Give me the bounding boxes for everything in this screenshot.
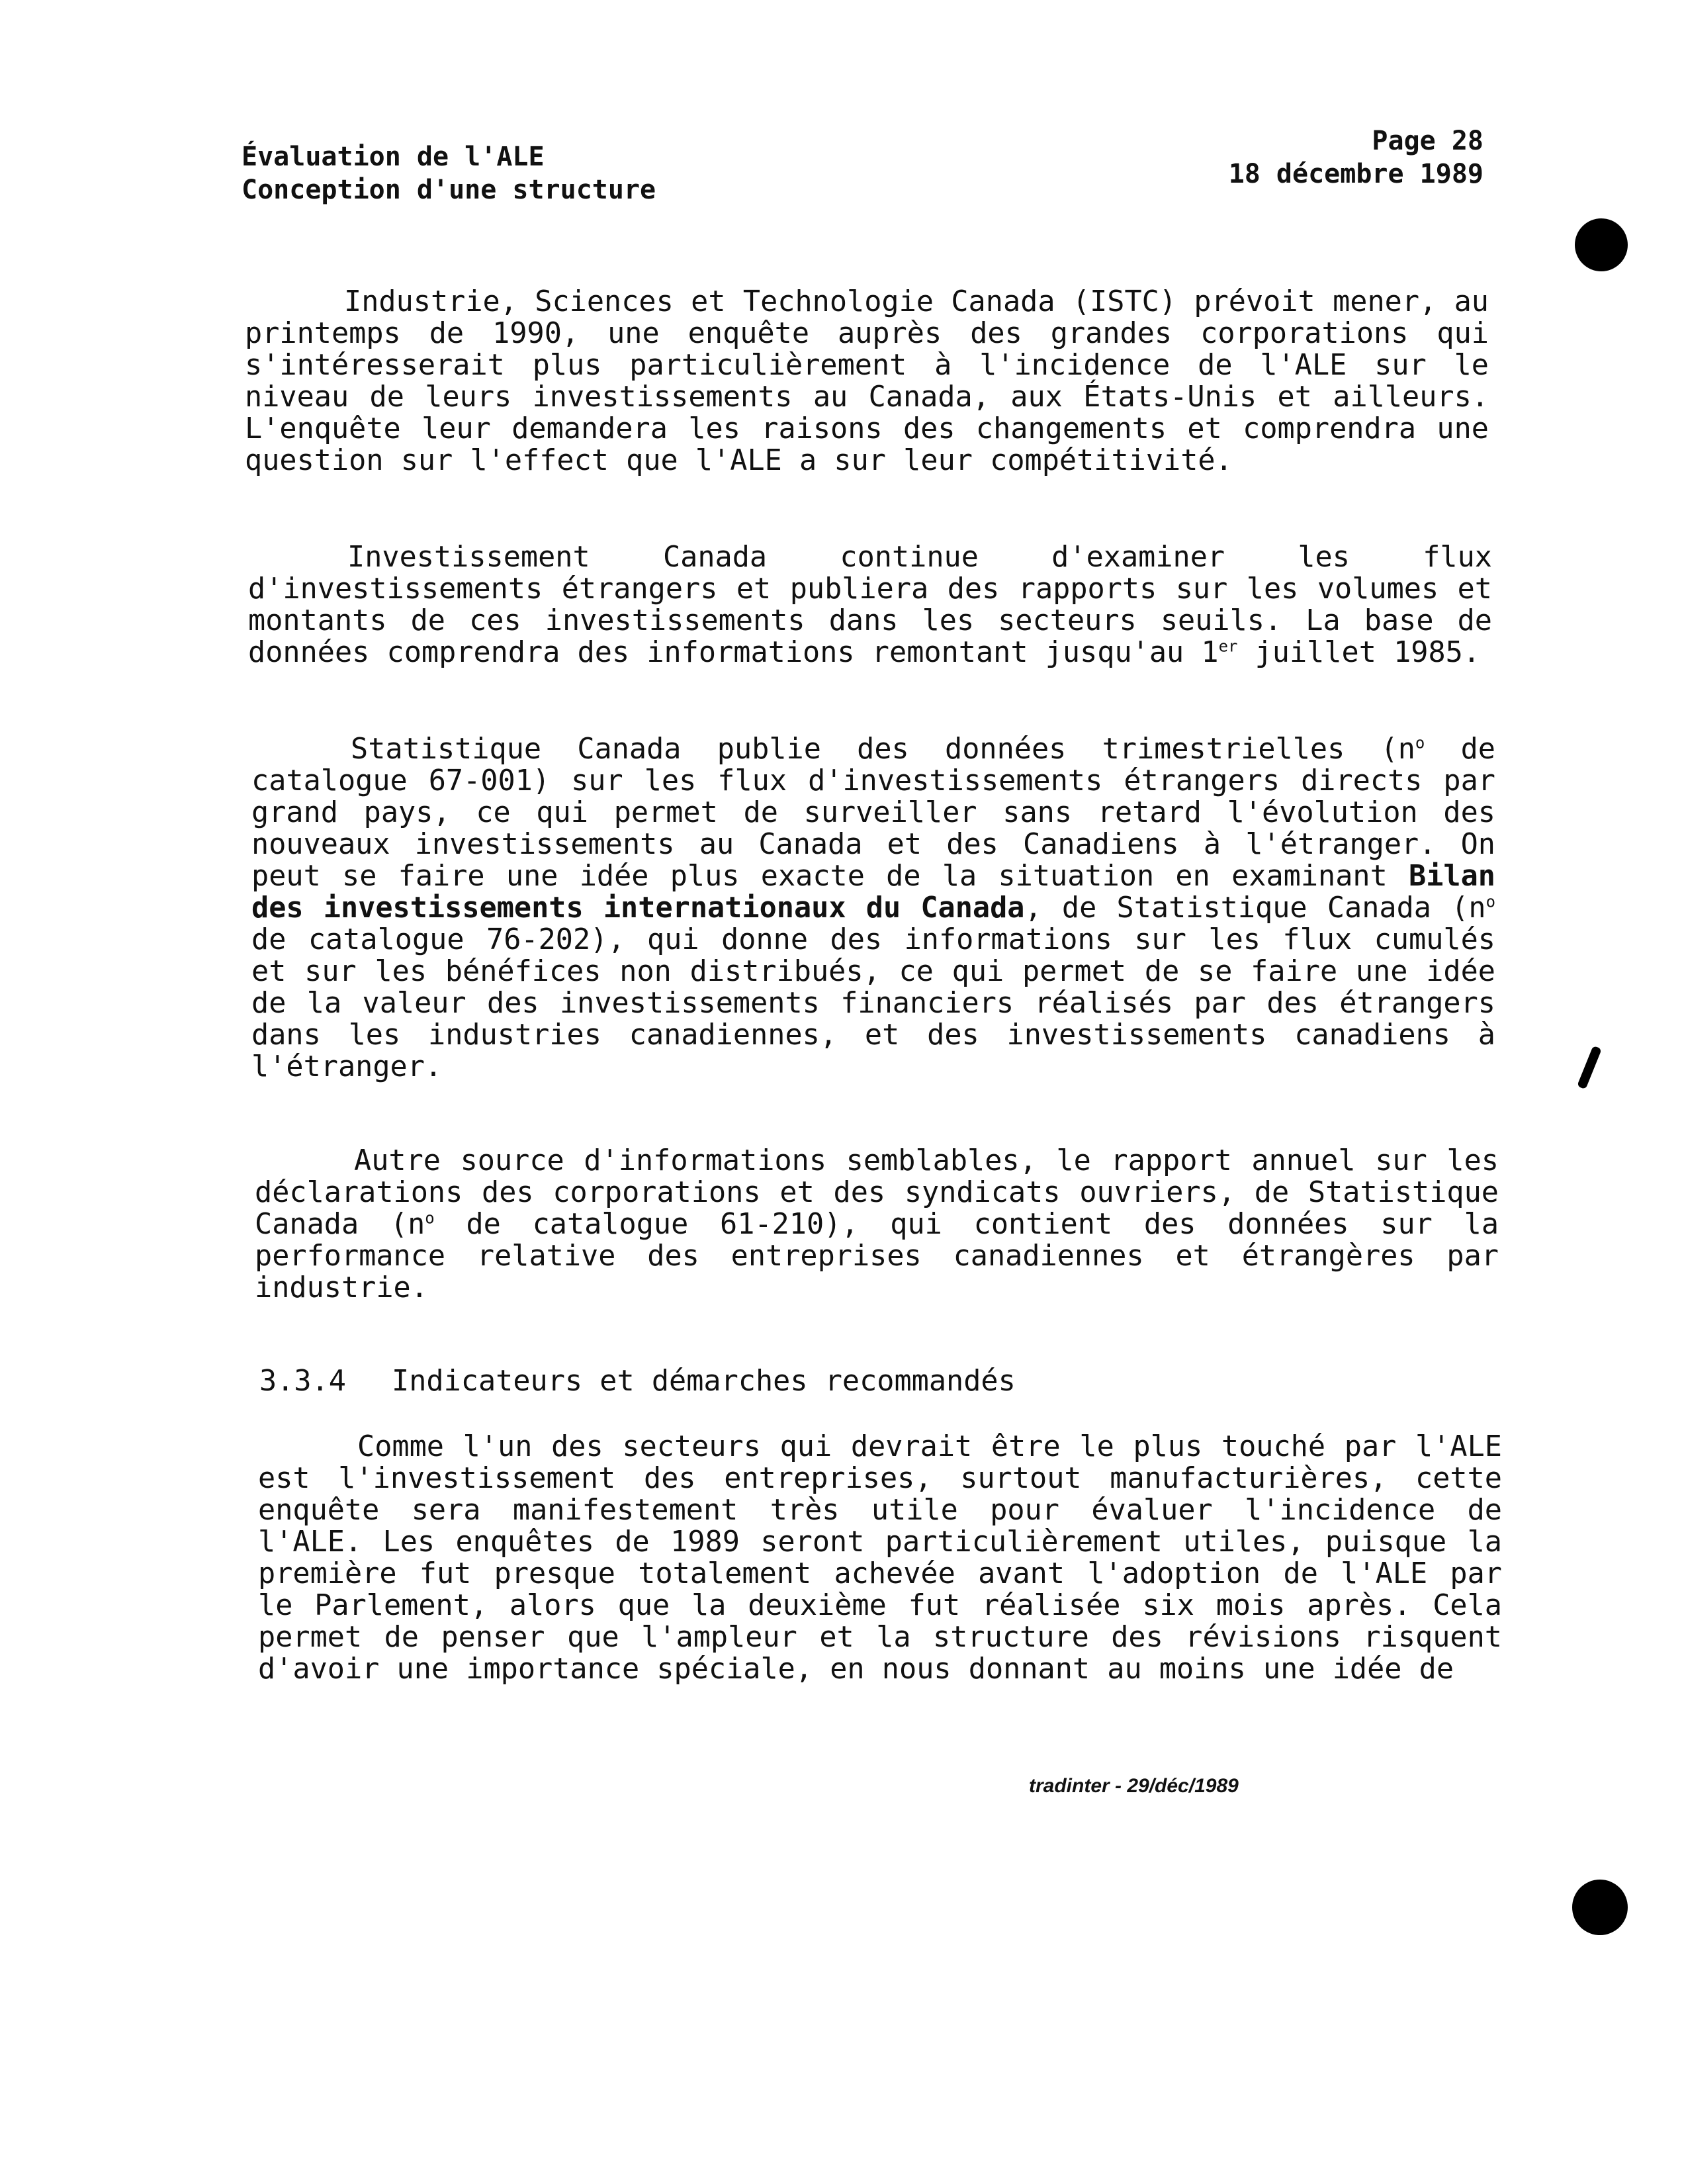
paragraph-text: de catalogue 61-210), qui contient des données sur la performance relative des entreprises canadiennes et étrangères par industrie. [255,1208,1499,1304]
paragraph-text: Autre source d'informations semblables, le rapport annuel sur les déclarations des corporations et des syndicats ouvriers, de Statistique Canada (n [255,1144,1499,1241]
ink-mark [1577,1046,1602,1089]
paragraph-text: Investissement Canada continue d'examiner les flux d'investissements étrangers et publiera des rapports sur les volumes et montants de ces investissements dans les secteurs seuils. La base de données comprendra des informations remontant jusqu'au 1 [248,541,1492,669]
superscript: er [1218,637,1238,656]
section-number: 3.3.4 [259,1365,346,1398]
superscript: o [1485,892,1495,911]
punch-hole-mark [1575,218,1628,271]
paragraph-text: , de Statistique Canada (n [1024,891,1486,925]
paragraph-investissement-canada [248,541,1492,668]
superscript: o [1415,733,1425,752]
paragraph-text: Statistique Canada publie des données trimestrielles (n [351,733,1415,766]
document-date: 18 décembre 1989 [1228,159,1483,189]
paragraph-text: Industrie, Sciences et Technologie Canada (ISTC) prévoit mener, au printemps de 1990, une enquête auprès des grandes corporations qui s'intéresserait plus particulièrement à l'incidence de l'ALE sur le niveau de leurs investissements au Canada, aux États-Unis et ailleurs. L'enquête leur demandera les raisons des changements et comprendra une question sur l'effect que l'ALE a sur leur compétitivité. [245,285,1489,477]
punch-hole-mark [1572,1880,1628,1935]
publication-title: Bilan des investissements internationaux du Canada [251,860,1495,925]
header-right [1229,124,1483,191]
paragraph-text: de catalogue 76-202), qui donne des informations sur les flux cumulés et sur les bénéfices non distribués, ce qui permet de se faire une idée de la valeur des investissements financiers réalisés par des étrangers dans les industries canadiennes, et des investissements canadiens à l'étranger. [251,923,1495,1083]
document-title: Évaluation de l'ALE [242,142,545,172]
paragraph-statistique-canada [251,733,1495,1083]
section-title: Indicateurs et démarches recommandés [392,1365,1016,1398]
paragraph-text: juillet 1985. [1237,636,1481,669]
paragraph-text: de catalogue 67-001) sur les flux d'investissements étrangers directs par grand pays, ce qui permet de surveiller sans retard l'évolution des nouveaux investissements au Canada et des Canadiens à l'étranger. On peut se faire une idée plus exacte de la situation en examinant [251,733,1495,893]
paragraph-istc [245,286,1489,477]
footer-stamp: tradinter - 29/déc/1989 [1029,1775,1239,1797]
header-left [242,140,656,206]
paragraph-autre-source [255,1145,1499,1304]
page-number: Page 28 [1372,126,1483,156]
superscript: o [425,1208,435,1228]
paragraph-text: Comme l'un des secteurs qui devrait être le plus touché par l'ALE est l'investissement des entreprises, surtout manufacturières, cette enquête sera manifestement très utile pour évaluer l'incidence de l'ALE. Les enquêtes de 1989 seront particulièrement utiles, puisque la première fut presque totalement achevée avant l'adoption de l'ALE par le Parlement, alors que la deuxième fut réalisée six mois après. Cela permet de penser que l'ampleur et la structure des révisions risquent d'avoir une importance spéciale, en nous donnant au moins une idée de [258,1430,1502,1686]
paragraph-indicateurs [258,1431,1502,1685]
section-heading [259,1365,1016,1398]
document-subtitle: Conception d'une structure [242,175,656,205]
